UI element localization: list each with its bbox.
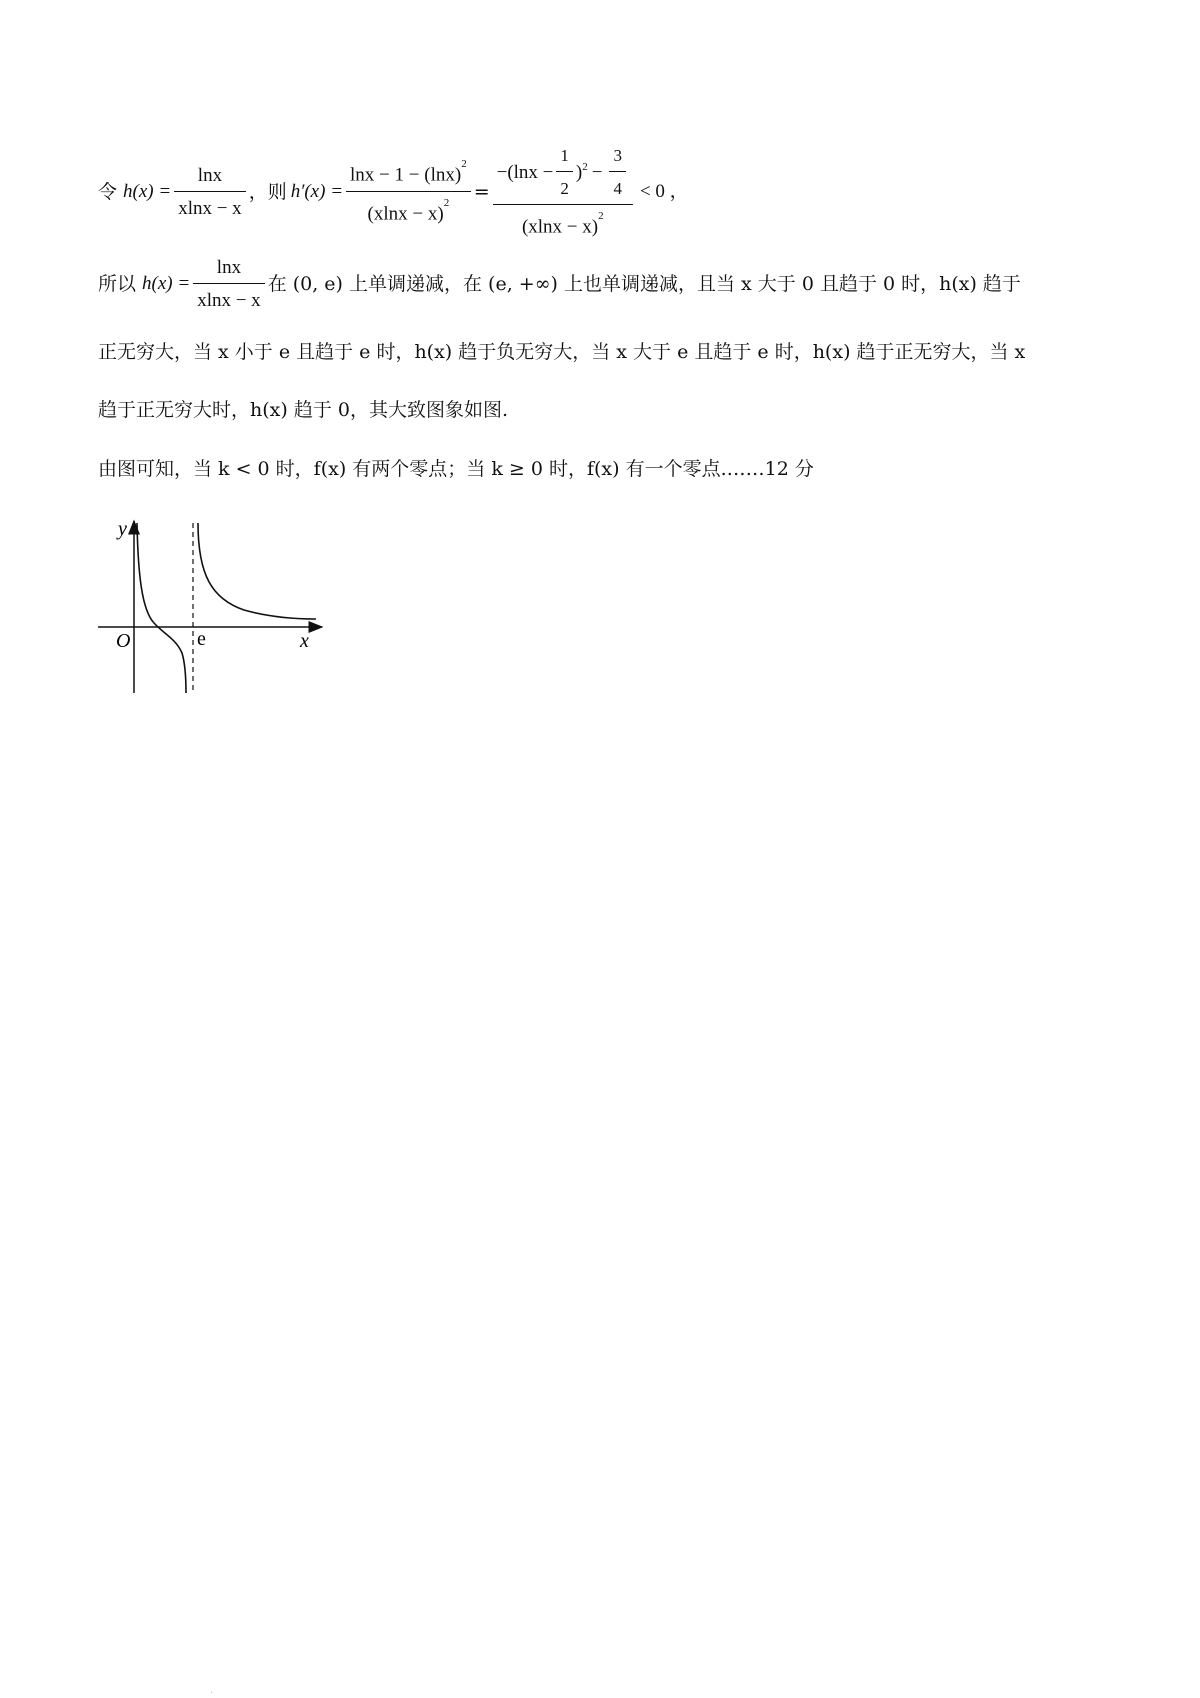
derivative-line	[98, 148, 1120, 236]
y-axis-label: y	[118, 518, 127, 540]
square-denominator: (xlnx − x)	[521, 216, 599, 238]
h-numerator: lnx	[197, 164, 223, 186]
right-branch-curve	[198, 523, 316, 619]
limits-text: 正无穷大，当 x 小于 e 且趋于 e 时，h(x) 趋于负无穷大，当 x 大于 e 且趋于 e 时，h(x) 趋于正无穷大，当 x	[98, 341, 1026, 363]
h-of-x: h(x) =	[123, 181, 172, 202]
h-of-x-2: h(x) =	[142, 273, 191, 294]
x-axis-label: x	[300, 630, 309, 652]
three-quarters-fraction: $\frac{3}{4}$	[609, 143, 626, 202]
completed-square-fraction: −(lnx − $\frac{1}{2}$ ) 2 − $\frac{3}{4}$ $(xlnx - x)^2$	[493, 143, 633, 240]
conclusion-line	[98, 456, 1120, 482]
monotonic-line	[98, 258, 1120, 310]
less-than-zero: < 0 ，	[639, 181, 689, 202]
graph-intro-line	[98, 397, 1120, 423]
function-graph	[94, 515, 340, 695]
square-term-open: −(lnx −	[496, 161, 554, 183]
footer-mark: .	[210, 1685, 214, 1696]
equals-sign: =	[473, 181, 490, 203]
hprime-numerator: lnx − 1 − (lnx)	[350, 164, 462, 186]
hprime-denominator: (xlnx − x)	[367, 202, 444, 224]
square-term-close: )	[575, 161, 583, 183]
h-denominator: xlnx − x	[178, 197, 242, 219]
limits-line	[98, 339, 1120, 365]
monotonic-text: 在 (0, e) 上单调递减，在 (e, +∞) 上也单调递减，且当 x 大于 0 且趋于 0 时，h(x) 趋于	[267, 273, 1021, 295]
graph-intro-text: 趋于正无穷大时，h(x) 趋于 0，其大致图象如图.	[98, 399, 508, 421]
text-ling: 令	[98, 181, 118, 203]
e-label: e	[197, 628, 206, 650]
h-fraction	[174, 163, 246, 222]
h-prime: h′(x) =	[290, 181, 344, 202]
conclusion-text: 由图可知，当 k < 0 时，f(x) 有两个零点；当 k ≥ 0 时，f(x) 有一个零点.……12 分	[98, 458, 814, 480]
half-fraction: $\frac{1}{2}$	[556, 143, 573, 202]
left-branch-curve	[137, 523, 186, 693]
h-fraction-2: $\frac{\ln x}{xlnx - x}$	[193, 255, 265, 314]
origin-label: O	[116, 630, 131, 652]
text-suoyi: 所以	[98, 273, 137, 295]
hprime-fraction: $\frac{\ln x - 1 - (\ln x)^2}{(xlnx - x)^2}$	[346, 157, 471, 227]
text-then: ，则	[248, 181, 287, 203]
